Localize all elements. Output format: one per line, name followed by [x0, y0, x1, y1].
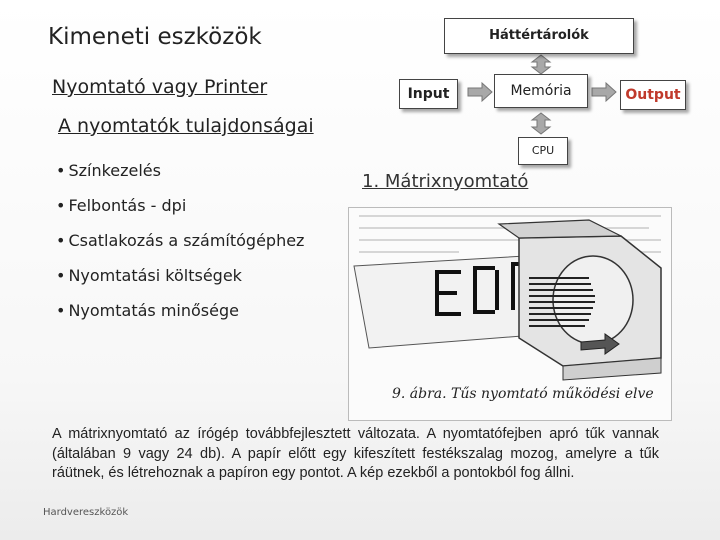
- page-title: Kimeneti eszközök: [48, 24, 262, 50]
- printer-subtitle: Nyomtató vagy Printer: [52, 76, 268, 98]
- footer-label: Hardvereszközök: [43, 507, 129, 518]
- storage-box: Háttértárolók: [444, 18, 634, 54]
- input-box: Input: [399, 79, 458, 109]
- list-item: • Nyomtatási költségek: [56, 265, 304, 300]
- output-box: Output: [620, 80, 686, 110]
- list-item: • Csatlakozás a számítógéphez: [56, 230, 304, 265]
- list-item: • Nyomtatás minősége: [56, 300, 304, 335]
- input-memory-arrow: [468, 83, 492, 101]
- dot-matrix-figure: [348, 207, 672, 421]
- cpu-box: CPU: [518, 137, 568, 165]
- printer-properties-heading: A nyomtatók tulajdonságai: [58, 115, 314, 137]
- memory-box: Memória: [494, 74, 588, 108]
- storage-memory-arrow: [532, 55, 550, 74]
- memory-output-arrow: [592, 83, 616, 101]
- figure-caption: 9. ábra. Tűs nyomtató működési elve: [392, 386, 654, 402]
- matrix-printer-heading: 1. Mátrixnyomtató: [362, 171, 529, 192]
- memory-cpu-arrow: [532, 113, 550, 134]
- matrix-printer-description: A mátrixnyomtató az írógép továbbfejlesztett változata. A nyomtatófejben apró tűk vannak (általában 9 vagy 24 db). A papír előtt egy kifeszített festékszalag mozog, amelyre a tűk ráütnek, és létrehoznak a papíron egy pontot. A kép ezekből a pontokból fog állni.: [52, 426, 659, 481]
- list-item: • Felbontás - dpi: [56, 195, 304, 230]
- list-item: • Színkezelés: [56, 160, 304, 195]
